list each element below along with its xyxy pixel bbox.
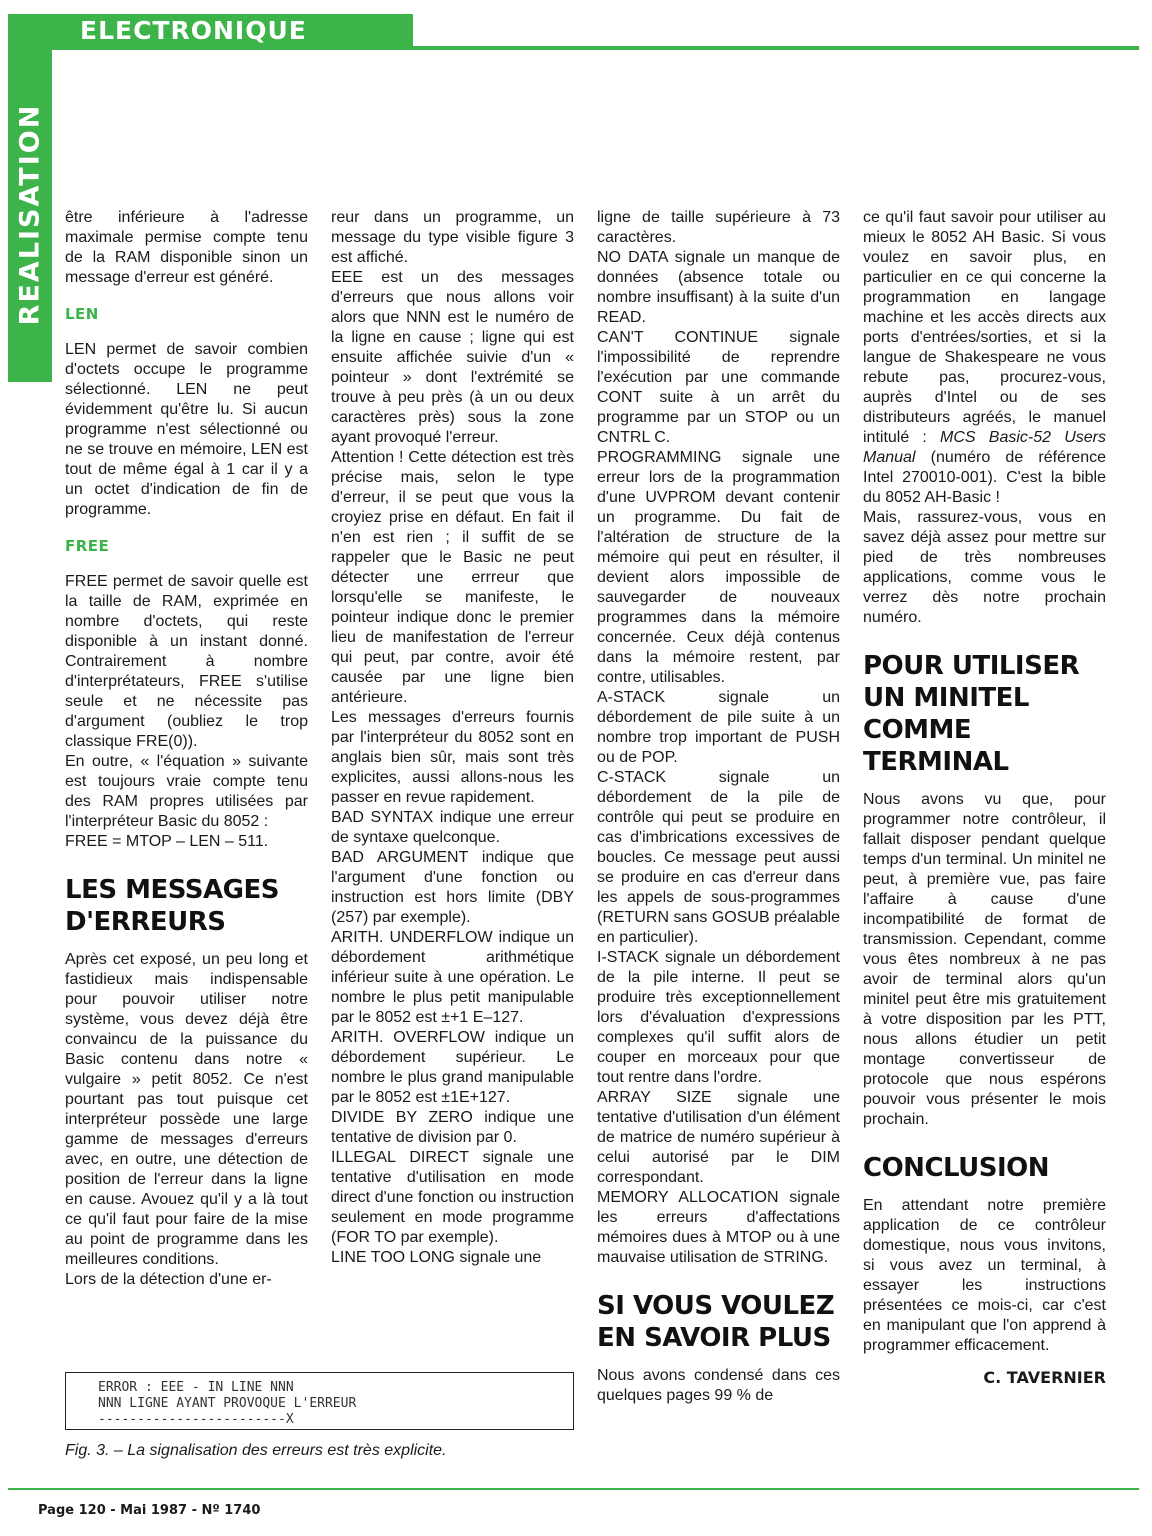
paragraph: ILLEGAL DIRECT signale une tentative d'utilisation en mode direct d'une fonction ou instruction seulement en mode programme (FOR TO par exemple). xyxy=(331,1149,574,1246)
paragraph: ARITH. OVERFLOW indique un débordement supérieur. Le nombre le plus grand manipulable par le 8052 est ±1E+127. xyxy=(331,1029,574,1106)
heading-len: LEN xyxy=(65,305,99,323)
rubric-label: REALISATION xyxy=(14,103,46,325)
section-header xyxy=(8,14,413,48)
paragraph: Attention ! Cette détection est très précise mais, selon le type d'erreur, il se peut que vous la croyiez prise en défaut. En fait il n'en est rien ; il suffit de se rappeler que le Basic ne peut détecter une errreur que lorsqu'elle se manifeste, le pointeur indique donc le premier lieu de manifestation de l'erreur qui peut, par contre, avoir été causée par une ligne bien antérieure. xyxy=(331,449,574,706)
author-signature: C. TAVERNIER xyxy=(983,1368,1106,1387)
paragraph: C-STACK signale un débordement de la pile de contrôle qui peut se produire en cas d'imbrications excessives de boucles. Ce message peut aussi se produire en cas d'erreur dans les appels de sous-programmes (RETURN sans GOSUB préalable en particulier). xyxy=(597,769,840,946)
paragraph: Lors de la détection d'une er- xyxy=(65,1271,272,1288)
paragraph: ARRAY SIZE signale une tentative d'utilisation d'un élément de matrice de numéro supérieur à celui autorisé par le DIM correspondant. xyxy=(597,1089,840,1186)
paragraph: LEN permet de savoir combien d'octets occupe le programme sélectionné. LEN ne peut évidemment qu'être lu. Si aucun programme n'est sélectionné ou ne se trouve en mémoire, LEN est tout de même égal à 1 car il y a un octet d'indication de fin de programme. xyxy=(65,341,308,518)
paragraph: En attendant notre première application de ce contrôleur domestique, nous vous invitons, si vous avez un terminal, à essayer les instructions présentées ce mois-ci, car c'est en manipulant que l'on apprend à programmer efficacement. xyxy=(863,1197,1106,1354)
text-run: ce qu'il faut savoir pour utiliser au mieux le 8052 AH Basic. Si vous voulez en savoir plus, en particulier en ce qui concerne la programmation en langage machine et les accès directs aux ports d'entrées/sorties, et si la langue de Shakespeare ne vous rebute pas, procurez-vous, auprès d'Intel ou de ses distributeurs agréés, le manuel intitulé : xyxy=(863,209,1106,446)
side-rubric xyxy=(8,46,52,382)
text-run: (numéro de référence Intel 270010-001). C'est la bible du 8052 AH-Basic ! xyxy=(863,449,1106,506)
footer-rule xyxy=(8,1488,1139,1490)
figure-line: NNN LIGNE AYANT PROVOQUE L'ERREUR xyxy=(98,1396,357,1411)
paragraph: En outre, « l'équation » suivante est toujours vraie compte tenu des RAM propres utilisées par l'interpréteur Basic du 8052 : xyxy=(65,753,308,830)
column-1 xyxy=(65,208,308,1290)
paragraph: BAD SYNTAX indique une erreur de syntaxe quelconque. xyxy=(331,809,574,846)
paragraph: Mais, rassurez-vous, vous en savez déjà assez pour mettre sur pied de très nombreuses applications, comme vous le verrez dès notre prochain numéro. xyxy=(863,509,1106,626)
paragraph: Après cet exposé, un peu long et fastidieux mais indispensable pour pouvoir utiliser notre système, vous devez déjà être convaincu de la puissance du Basic contenu dans notre « vulgaire » petit 8052. Ce n'est pourtant pas tout puisque cet interpréteur possède une large gamme de messages d'erreurs avec, en outre, une détection de position de l'erreur dans la ligne en cause. Avouez qu'il y a là tout ce qu'il faut pour faire de la mise au point de programme dans les meilleures conditions. xyxy=(65,951,308,1268)
paragraph: être inférieure à l'adresse maximale permise compte tenu de la RAM disponible sinon un message d'erreur est généré. xyxy=(65,209,308,286)
heading-learn-more: SI VOUS VOULEZ EN SAVOIR PLUS xyxy=(597,1291,835,1353)
heading-free: FREE xyxy=(65,537,110,555)
paragraph: BAD ARGUMENT indique que l'argument d'une fonction ou instruction est hors limite (DBY (257) par exemple). xyxy=(331,849,574,926)
paragraph: DIVIDE BY ZERO indique une tentative de division par 0. xyxy=(331,1109,574,1146)
figure-caption: Fig. 3. – La signalisation des erreurs est très explicite. xyxy=(65,1442,447,1459)
header-rule xyxy=(8,46,1139,50)
heading-minitel: POUR UTILISER UN MINITEL COMME TERMINAL xyxy=(863,651,1080,777)
paragraph: Nous avons vu que, pour programmer notre contrôleur, il fallait disposer pendant quelque temps d'un terminal. Un minitel ne peut, à première vue, pas faire l'affaire à cause d'une incompatibilité de format de transmission. Cependant, comme vous êtes nombreux à ne pas avoir de terminal alors qu'un minitel peut être mis gratuitement à votre disposition par les PTT, nous allons étudier un petit montage convertisseur de protocole que nous espérons pouvoir vous présenter le mois prochain. xyxy=(863,791,1106,1128)
column-2 xyxy=(331,208,574,1268)
paragraph: PROGRAMMING signale une erreur lors de la programmation d'une UVPROM devant contenir un programme. Du fait de l'altération de structure de la mémoire qui peut en résulter, il devient alors impossible de sauvegarder de nouveaux programmes dans la mémoire concernée. Ceux déjà contenus dans la mémoire restent, par contre, utilisables. xyxy=(597,449,840,686)
column-4 xyxy=(863,208,1106,1388)
column-3 xyxy=(597,208,840,1406)
paragraph: A-STACK signale un débordement de pile suite à un nombre trop important de PUSH ou de POP. xyxy=(597,689,840,766)
paragraph: NO DATA signale un manque de données (absence totale ou nombre insuffisant) à la suite d'un READ. xyxy=(597,249,840,326)
paragraph: CAN'T CONTINUE signale l'impossibilité de reprendre l'exécution par une commande CONT suite à un arrêt du programme par un STOP ou un CNTRL C. xyxy=(597,329,840,446)
paragraph: FREE permet de savoir quelle est la taille de RAM, exprimée en nombre d'octets, qui reste disponible à un instant donné. Contrairement à nombre d'interprétateurs, FREE s'utilise seule et ne nécessite pas d'argument (oubliez le trop classique FRE(0)). xyxy=(65,573,308,750)
heading-conclusion: CONCLUSION xyxy=(863,1153,1050,1183)
paragraph: EEE est un des messages d'erreurs que nous allons voir alors que NNN est le numéro de la ligne en cause ; ligne qui est ensuite affichée suivie d'un « pointeur » dont l'extrémité se trouve à peu près (à un ou deux caractères près) sous la zone ayant provoqué l'erreur. xyxy=(331,269,574,446)
paragraph: Nous avons condensé dans ces quelques pages 99 % de xyxy=(597,1367,840,1404)
paragraph: FREE = MTOP – LEN – 511. xyxy=(65,833,269,850)
figure-3-box xyxy=(65,1372,574,1430)
paragraph xyxy=(863,208,1106,508)
paragraph: MEMORY ALLOCATION signale les erreurs d'affectations mémoires dues à MTOP ou à une mauvaise utilisation de STRING. xyxy=(597,1189,840,1266)
heading-error-messages: LES MESSAGES D'ERREURS xyxy=(65,875,279,937)
paragraph: LINE TOO LONG signale une xyxy=(331,1249,542,1266)
paragraph: reur dans un programme, un message du type visible figure 3 est affiché. xyxy=(331,209,574,266)
paragraph: Les messages d'erreurs fournis par l'interpréteur du 8052 sont en anglais bien sûr, mais sont très explicites, aussi allons-nous les passer en revue rapidement. xyxy=(331,709,574,806)
manual-title: MCS Basic-52 Users Manual xyxy=(863,429,1106,466)
page-footer: Page 120 - Mai 1987 - Nº 1740 xyxy=(38,1503,261,1518)
paragraph: I-STACK signale un débordement de la pile interne. Il peut se produire très exceptionnellement lors d'évaluation d'expressions complexes qu'il suffit alors de couper en morceaux pour que tout rentre dans l'ordre. xyxy=(597,949,840,1086)
figure-line: ERROR : EEE - IN LINE NNN xyxy=(98,1380,294,1395)
paragraph: ARITH. UNDERFLOW indique un débordement arithmétique inférieur suite à une opération. Le nombre le plus petit manipulable par le 8052 est ±+1 E–127. xyxy=(331,929,574,1026)
paragraph: ligne de taille supérieure à 73 caractères. xyxy=(597,209,840,246)
section-title: ELECTRONIQUE xyxy=(80,16,307,45)
figure-pointer-line: ------------------------X xyxy=(98,1412,294,1427)
